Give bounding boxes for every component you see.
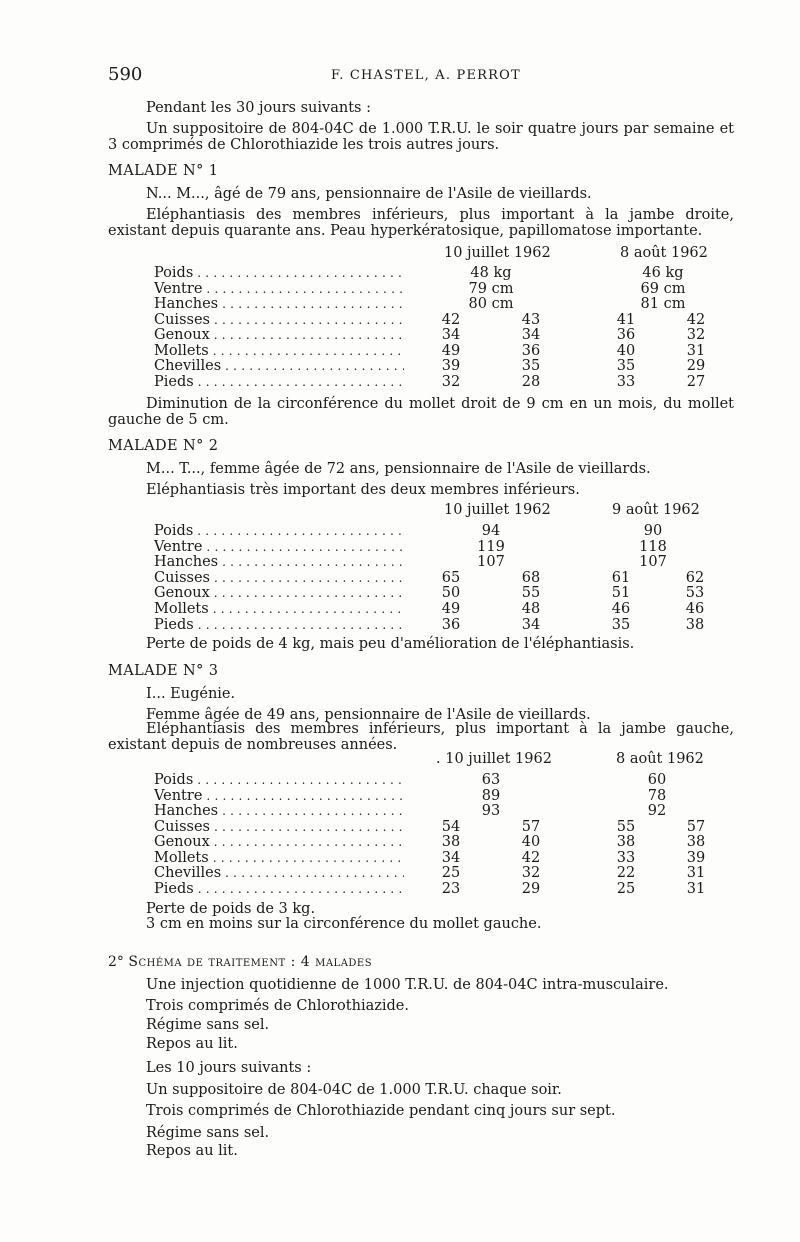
value-date-1-left: 42 [521,849,541,866]
table-row [154,281,734,297]
list-item: Régime sans sel. [146,1017,270,1033]
case-3-age-line: Femme âgée de 49 ans, pensionnaire de l'Asile de vieillards. [146,707,591,723]
value-date-1-left: 36 [521,342,541,359]
value-date-1-left: 32 [521,865,541,881]
value-date-2-right: 40 [616,342,636,359]
value-date-1: 94 [481,523,501,539]
case-1-title: MALADE N° 1 [108,163,219,179]
value-date-2-left: 27 [686,373,706,390]
value-date-1-right: 65 [441,569,461,586]
value-date-2-right: 61 [611,569,631,586]
value-date-2-left: 31 [686,880,706,897]
intro-paragraph: Un suppositoire de 804-04C de 1.000 T.R.U. le soir quatre jours par semaine et 3 comprimés de Chlorothiazide les trois autres jours. [108,121,734,154]
value-date-2-right: 36 [616,327,636,343]
table-row [154,296,734,312]
value-date-2-left: 62 [685,569,705,586]
value-date-2-right: 33 [616,849,636,866]
value-date-2-left: 46 [685,601,705,617]
case-3-title: MALADE N° 3 [108,663,219,679]
row-label: Pieds . . . [154,374,404,390]
value-date-1: 48 kg [470,265,512,281]
table-row [154,850,734,866]
value-date-1-left: 28 [521,373,541,390]
value-date-1: 107 [477,554,505,571]
row-label: Poids . . . [154,523,404,539]
row-label: Pieds . . . [154,617,404,633]
table-row [154,803,734,819]
row-label: Hanches . . . [154,296,404,312]
running-header-authors: F. CHASTEL, A. PERROT [331,68,521,83]
table-row [154,374,734,390]
row-label: Ventre . . . [154,788,404,804]
value-date-2-left: 53 [685,585,705,602]
value-date-1-right: 54 [441,818,461,835]
table-row [154,265,734,281]
value-date-2: 78 [647,787,667,804]
table-row [154,358,734,374]
case-1-col-date-2: 8 août 1962 [620,245,708,261]
row-label: Ventre . . . [154,539,404,555]
value-date-1-right: 25 [441,865,461,881]
list-item: Régime sans sel. [146,1125,270,1141]
row-label: Genoux . . . [154,585,404,601]
list-item: Les 10 jours suivants : [146,1060,312,1076]
value-date-1-left: 68 [521,569,541,586]
table-row [154,617,734,633]
row-label: Cuisses . . . [154,819,404,835]
table-row [154,312,734,328]
list-item: Repos au lit. [146,1036,238,1052]
value-date-1: 119 [477,538,505,555]
value-date-1-left: 34 [521,616,541,633]
value-date-1-left: 34 [521,327,541,343]
value-date-2: 69 cm [640,280,686,297]
value-date-1: 80 cm [468,296,514,312]
value-date-2: 46 kg [642,265,684,281]
row-label: Mollets . . . [154,850,404,866]
value-date-2-right: 41 [616,311,636,328]
case-3-conclusion-2: 3 cm en moins sur la circonférence du mollet gauche. [146,916,542,932]
table-row [154,834,734,850]
table-row [154,539,734,555]
value-date-1-left: 57 [521,818,541,835]
value-date-2-right: 25 [616,880,636,897]
row-label: Chevilles . . . [154,865,404,881]
value-date-2-left: 57 [686,818,706,835]
row-label: Cuisses . . . [154,570,404,586]
value-date-2: 81 cm [640,296,686,312]
case-3-col-date-2: 8 août 1962 [616,751,704,767]
case-2-col-date-2: 9 août 1962 [612,502,700,518]
row-label: Poids . . . [154,265,404,281]
value-date-1-right: 36 [441,616,461,633]
value-date-1-right: 49 [441,342,461,359]
table-row [154,585,734,601]
value-date-2-right: 35 [611,616,631,633]
case-3-description: Eléphantiasis des membres inférieurs, plus important à la jambe gauche, existant depuis de nombreuses années. [108,721,734,754]
value-date-1: 89 [481,787,501,804]
page-number: 590 [108,64,143,85]
row-label: Ventre . . . [154,281,404,297]
value-date-1-left: 55 [521,585,541,602]
value-date-2: 92 [647,803,667,819]
value-date-2-left: 38 [686,834,706,850]
case-2-col-date-1: 10 juillet 1962 [444,502,551,518]
value-date-2-left: 42 [686,311,706,328]
row-label: Hanches . . . [154,803,404,819]
table-row [154,865,734,881]
intro-line: Pendant les 30 jours suivants : [146,100,371,116]
case-1-conclusion: Diminution de la circonférence du mollet droit de 9 cm en un mois, du mollet gauche de 5 cm. [108,396,734,429]
case-2-patient: M... T..., femme âgée de 72 ans, pensionnaire de l'Asile de vieillards. [146,461,651,477]
case-3-patient: I... Eugénie. [146,686,236,702]
value-date-2: 90 [643,523,663,539]
table-row [154,819,734,835]
row-label: Genoux . . . [154,327,404,343]
list-item: Trois comprimés de Chlorothiazide pendant cinq jours sur sept. [146,1103,616,1119]
table-row [154,601,734,617]
value-date-2-right: 51 [611,585,631,602]
value-date-2-right: 55 [616,818,636,835]
case-1-col-date-1: 10 juillet 1962 [444,245,551,261]
value-date-1-right: 49 [441,601,461,617]
case-2-description: Eléphantiasis très important des deux membres inférieurs. [146,482,580,498]
row-label: Pieds . . . [154,881,404,897]
list-item: Une injection quotidienne de 1000 T.R.U. de 804-04C intra-musculaire. [146,977,669,993]
value-date-2: 118 [639,538,667,555]
row-label: Cuisses . . . [154,312,404,328]
row-label: Genoux . . . [154,834,404,850]
value-date-2-right: 46 [611,601,631,617]
table-row [154,881,734,897]
row-label: Poids . . . [154,772,404,788]
value-date-1-left: 29 [521,880,541,897]
table-row [154,554,734,570]
list-item: Trois comprimés de Chlorothiazide. [146,998,409,1014]
row-label: Hanches . . . [154,554,404,570]
value-date-2-left: 39 [686,849,706,866]
value-date-2-left: 31 [686,865,706,881]
table-row [154,523,734,539]
row-label: Mollets . . . [154,601,404,617]
table-row [154,788,734,804]
section-2-number: 2° [108,954,124,970]
value-date-1: 93 [481,803,501,819]
value-date-1-right: 38 [441,834,461,850]
value-date-1: 79 cm [468,280,514,297]
row-label: Chevilles . . . [154,358,404,374]
value-date-2-right: 33 [616,373,636,390]
case-1-description: Eléphantiasis des membres inférieurs, plus important à la jambe droite, existant depuis quarante ans. Peau hyperkératosique, papillomatose importante. [108,207,734,240]
table-row [154,772,734,788]
value-date-1-right: 39 [441,358,461,374]
value-date-2-left: 32 [686,327,706,343]
value-date-1-left: 43 [521,311,541,328]
value-date-1-left: 40 [521,834,541,850]
case-1-patient: N... M..., âgé de 79 ans, pensionnaire de l'Asile de vieillards. [146,186,592,202]
case-3-conclusion-1: Perte de poids de 3 kg. [146,901,316,917]
case-2-conclusion: Perte de poids de 4 kg, mais peu d'amélioration de l'éléphantiasis. [146,636,635,652]
value-date-2: 107 [639,554,667,571]
value-date-1-right: 32 [441,373,461,390]
value-date-2-left: 31 [686,342,706,359]
case-2-title: MALADE N° 2 [108,438,219,454]
table-row [154,327,734,343]
section-2-title: Schéma de traitement : 4 malades [128,954,373,970]
value-date-2: 60 [647,772,667,788]
value-date-2-left: 38 [685,616,705,633]
value-date-2-right: 38 [616,834,636,850]
value-date-1-left: 48 [521,601,541,617]
section-2-heading [108,954,372,970]
value-date-1-right: 23 [441,880,461,897]
value-date-1: 63 [481,772,501,788]
case-3-col-date-1: . 10 juillet 1962 [436,751,552,767]
value-date-1-left: 35 [521,358,541,374]
value-date-2-right: 22 [616,865,636,881]
value-date-1-right: 42 [441,311,461,328]
list-item: Repos au lit. [146,1143,238,1159]
value-date-1-right: 50 [441,585,461,602]
value-date-2-right: 35 [616,358,636,374]
table-row [154,570,734,586]
row-label: Mollets . . . [154,343,404,359]
value-date-1-right: 34 [441,327,461,343]
value-date-1-right: 34 [441,849,461,866]
table-row [154,343,734,359]
list-item: Un suppositoire de 804-04C de 1.000 T.R.U. chaque soir. [146,1082,562,1098]
value-date-2-left: 29 [686,358,706,374]
